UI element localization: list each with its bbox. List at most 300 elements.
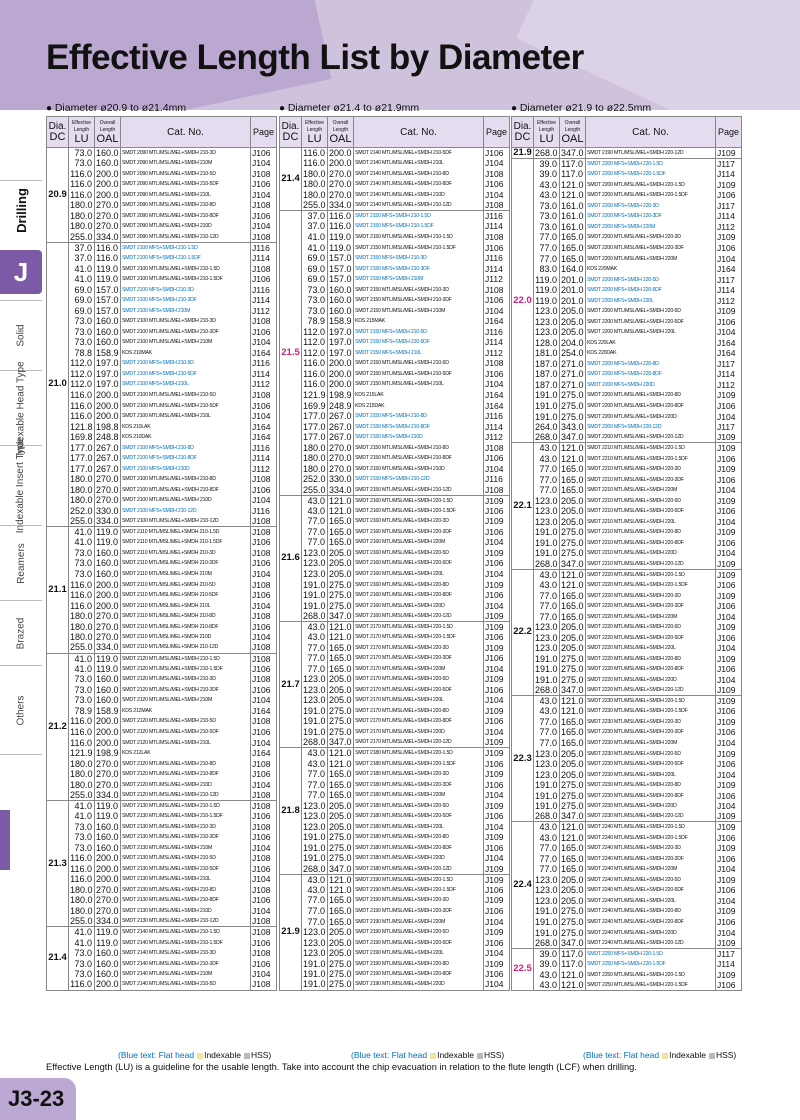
- effective-length-cell: 191.0: [535, 527, 558, 538]
- sidebar-tab-j[interactable]: J: [0, 250, 42, 294]
- page-reference-cell[interactable]: J106: [251, 590, 277, 601]
- page-reference-cell[interactable]: J164: [251, 432, 277, 443]
- page-reference-cell[interactable]: J108: [251, 653, 277, 664]
- page-reference-cell[interactable]: J108: [484, 442, 510, 453]
- page-reference-cell[interactable]: J106: [251, 895, 277, 906]
- page-reference-cell[interactable]: J109: [716, 696, 742, 707]
- page-reference-cell[interactable]: J114: [251, 295, 277, 306]
- page-reference-cell[interactable]: J106: [716, 580, 742, 591]
- page-reference-cell[interactable]: J112: [484, 432, 510, 443]
- page-reference-cell[interactable]: J108: [251, 979, 277, 990]
- page-reference-cell[interactable]: J108: [251, 263, 277, 274]
- page-reference-cell[interactable]: J108: [251, 853, 277, 864]
- page-reference-cell[interactable]: J104: [716, 801, 742, 812]
- page-reference-cell[interactable]: J117: [716, 159, 742, 170]
- page-reference-cell[interactable]: J109: [716, 653, 742, 664]
- page-reference-cell[interactable]: J108: [251, 674, 277, 685]
- page-reference-cell[interactable]: J109: [716, 811, 742, 822]
- page-reference-cell[interactable]: J104: [484, 979, 510, 990]
- page-reference-cell[interactable]: J109: [484, 642, 510, 653]
- page-reference-cell[interactable]: J106: [251, 179, 277, 190]
- page-reference-cell[interactable]: J104: [484, 569, 510, 580]
- page-reference-cell[interactable]: J109: [716, 527, 742, 538]
- table-row: [512, 833, 742, 844]
- page-reference-cell[interactable]: J109: [716, 306, 742, 317]
- page-reference-cell[interactable]: J106: [484, 969, 510, 980]
- page-reference-cell[interactable]: J104: [251, 495, 277, 506]
- page-reference-cell[interactable]: J116: [484, 253, 510, 264]
- page-reference-cell[interactable]: J106: [716, 917, 742, 928]
- page-reference-cell[interactable]: J104: [484, 600, 510, 611]
- page-reference-cell[interactable]: J106: [251, 621, 277, 632]
- page-reference-cell[interactable]: J117: [716, 359, 742, 370]
- catalog-number-cell: SMDT 2090 MTL/MSL/MEL+SMDH 210D: [121, 221, 251, 232]
- page-reference-cell[interactable]: J108: [251, 790, 277, 801]
- page-reference-cell[interactable]: J106: [484, 906, 510, 917]
- page-reference-cell[interactable]: J108: [484, 169, 510, 180]
- sidebar-tab-brazed[interactable]: Brazed: [0, 600, 42, 665]
- page-reference-cell[interactable]: J112: [484, 274, 510, 285]
- page-reference-cell[interactable]: J108: [251, 527, 277, 538]
- effective-length-cell: 77.0: [534, 485, 560, 496]
- page-reference-cell[interactable]: J108: [251, 548, 277, 559]
- table-row: [512, 717, 742, 728]
- page-reference-cell[interactable]: J104: [716, 643, 742, 654]
- indexable-swatch-icon: [430, 1053, 436, 1059]
- table-row: [512, 474, 742, 485]
- page-reference-cell[interactable]: J114: [716, 285, 742, 296]
- effective-length-cell: 123.0: [303, 695, 326, 706]
- page-reference-cell[interactable]: J104: [251, 843, 277, 854]
- page-reference-cell[interactable]: J109: [484, 579, 510, 590]
- page-reference-cell[interactable]: J104: [484, 305, 510, 316]
- page-reference-cell[interactable]: J108: [484, 200, 510, 211]
- catalog-number-cell: SMDT 2180 MTL/MSL/MEL+SMDH 220-1.5D: [354, 748, 484, 759]
- page-reference-cell[interactable]: J104: [251, 906, 277, 917]
- overall-length-cell: 270.0: [96, 779, 119, 790]
- page-reference-cell[interactable]: J108: [251, 169, 277, 180]
- page-reference-cell[interactable]: J106: [716, 316, 742, 327]
- page-reference-cell[interactable]: J114: [716, 959, 742, 970]
- page-reference-cell[interactable]: J116: [251, 242, 277, 253]
- overall-length-cell: 121.0: [561, 179, 584, 190]
- page-reference-cell[interactable]: J106: [716, 854, 742, 865]
- table-row: [47, 642, 277, 653]
- sidebar-tab-others[interactable]: Others: [0, 665, 42, 755]
- page-reference-cell[interactable]: J109: [484, 516, 510, 527]
- effective-length-cell: 39.0: [534, 959, 560, 970]
- overall-length-cell: 205.0: [329, 821, 352, 832]
- table-row: [280, 937, 510, 948]
- page-reference-cell[interactable]: J109: [716, 938, 742, 949]
- page-reference-cell[interactable]: J106: [251, 727, 277, 738]
- effective-length-cell: 255.0: [70, 516, 93, 527]
- table-row: [47, 758, 277, 769]
- overall-length-cell: 205.0: [561, 759, 584, 770]
- table-row: [512, 780, 742, 791]
- page-reference-cell[interactable]: J106: [484, 716, 510, 727]
- page-reference-cell[interactable]: J104: [251, 969, 277, 980]
- page-reference-cell[interactable]: J104: [251, 337, 277, 348]
- page-reference-cell[interactable]: J104: [716, 548, 742, 559]
- page-reference-cell[interactable]: J104: [716, 769, 742, 780]
- page-reference-cell[interactable]: J106: [716, 759, 742, 770]
- page-reference-cell[interactable]: J106: [251, 811, 277, 822]
- page-reference-cell[interactable]: J108: [251, 579, 277, 590]
- page-reference-cell[interactable]: J104: [716, 738, 742, 749]
- catalog-number-cell: SMDT 2150 MTL/MSL/MEL+SMDH 210-1.5D: [354, 232, 484, 243]
- page-reference-cell[interactable]: J106: [251, 664, 277, 675]
- page-reference-cell[interactable]: J104: [484, 822, 510, 833]
- page-reference-cell[interactable]: J106: [484, 843, 510, 854]
- page-reference-cell[interactable]: J109: [716, 843, 742, 854]
- page-reference-cell[interactable]: J112: [251, 305, 277, 316]
- page-reference-cell[interactable]: J109: [484, 800, 510, 811]
- page-reference-cell[interactable]: J114: [251, 453, 277, 464]
- page-reference-cell[interactable]: J106: [484, 937, 510, 948]
- page-reference-cell[interactable]: J108: [484, 284, 510, 295]
- table-row: [512, 253, 742, 264]
- page-reference-cell[interactable]: J104: [716, 253, 742, 264]
- page-reference-cell[interactable]: J109: [716, 390, 742, 401]
- page-reference-cell[interactable]: J109: [484, 958, 510, 969]
- page-reference-cell[interactable]: J109: [484, 874, 510, 885]
- page-reference-cell[interactable]: J109: [484, 748, 510, 759]
- page-reference-cell[interactable]: J116: [251, 506, 277, 517]
- page-reference-cell[interactable]: J116: [251, 442, 277, 453]
- page-reference-cell[interactable]: J106: [716, 727, 742, 738]
- page-reference-cell[interactable]: J106: [716, 538, 742, 549]
- page-reference-cell[interactable]: J104: [251, 695, 277, 706]
- page-reference-cell[interactable]: J106: [484, 885, 510, 896]
- page-reference-cell[interactable]: J164: [716, 264, 742, 275]
- page-reference-cell[interactable]: J116: [484, 411, 510, 422]
- page-reference-cell[interactable]: J109: [484, 674, 510, 685]
- page-reference-cell[interactable]: J164: [716, 338, 742, 349]
- page-reference-cell[interactable]: J106: [484, 653, 510, 664]
- page-reference-cell[interactable]: J109: [484, 495, 510, 506]
- page-reference-cell[interactable]: J104: [251, 190, 277, 201]
- page-reference-cell[interactable]: J106: [251, 832, 277, 843]
- page-reference-cell[interactable]: J108: [251, 474, 277, 485]
- catalog-number-cell: SMDT 2110 MTL/MSL/MEL+SMDH 210-8D: [121, 611, 251, 622]
- page-reference-cell[interactable]: J104: [716, 896, 742, 907]
- page-reference-cell[interactable]: J109: [484, 927, 510, 938]
- page-reference-cell[interactable]: J116: [484, 327, 510, 338]
- page-reference-cell[interactable]: J114: [716, 369, 742, 380]
- page-reference-cell[interactable]: J117: [716, 201, 742, 212]
- page-reference-cell[interactable]: J108: [251, 516, 277, 527]
- page-reference-cell[interactable]: J106: [251, 274, 277, 285]
- catalog-number-cell: SMDT 2220 MTL/MSL/MEL+SMDH 220-1.5D: [586, 569, 716, 580]
- page-reference-cell[interactable]: J109: [716, 232, 742, 243]
- page-reference-cell[interactable]: J109: [716, 148, 742, 159]
- page-reference-cell[interactable]: J112: [716, 295, 742, 306]
- page-reference-cell[interactable]: J106: [484, 295, 510, 306]
- page-reference-cell[interactable]: J104: [716, 611, 742, 622]
- page-reference-cell[interactable]: J104: [251, 874, 277, 885]
- page-reference-cell[interactable]: J108: [251, 316, 277, 327]
- table-row: [512, 748, 742, 759]
- page-reference-cell[interactable]: J104: [251, 737, 277, 748]
- page-reference-cell[interactable]: J108: [251, 200, 277, 211]
- page-reference-cell[interactable]: J104: [484, 537, 510, 548]
- page-reference-cell[interactable]: J106: [716, 190, 742, 201]
- page-reference-cell[interactable]: J104: [484, 853, 510, 864]
- page-reference-cell[interactable]: J117: [716, 274, 742, 285]
- page-reference-cell[interactable]: J106: [251, 958, 277, 969]
- page-reference-cell[interactable]: J104: [484, 790, 510, 801]
- page-reference-cell[interactable]: J106: [251, 211, 277, 222]
- page-reference-cell[interactable]: J109: [484, 621, 510, 632]
- page-reference-cell[interactable]: J114: [484, 263, 510, 274]
- page-reference-cell[interactable]: J106: [484, 779, 510, 790]
- page-reference-cell[interactable]: J106: [484, 685, 510, 696]
- page-reference-cell[interactable]: J106: [716, 980, 742, 991]
- page-reference-cell[interactable]: J164: [484, 316, 510, 327]
- page-reference-cell[interactable]: J164: [251, 748, 277, 759]
- page-reference-cell[interactable]: J106: [251, 148, 277, 159]
- page-reference-cell[interactable]: J114: [251, 253, 277, 264]
- page-reference-cell[interactable]: J106: [484, 242, 510, 253]
- effective-length-cell: 180.0: [303, 453, 326, 464]
- catalog-number-cell: KDS 220DAK: [586, 348, 716, 359]
- page-reference-cell[interactable]: J109: [484, 548, 510, 559]
- page-reference-cell[interactable]: J109: [716, 559, 742, 570]
- page-reference-cell[interactable]: J106: [716, 664, 742, 675]
- page-reference-cell[interactable]: J114: [484, 221, 510, 232]
- page-reference-cell[interactable]: J104: [251, 221, 277, 232]
- page-reference-cell[interactable]: J109: [716, 685, 742, 696]
- page-reference-cell[interactable]: J104: [251, 632, 277, 643]
- page-reference-cell[interactable]: J104: [484, 664, 510, 675]
- table-row: [280, 305, 510, 316]
- page-reference-cell[interactable]: J108: [251, 611, 277, 622]
- page-reference-cell[interactable]: J104: [484, 948, 510, 959]
- page-reference-cell[interactable]: J106: [251, 327, 277, 338]
- table-row: [47, 653, 277, 664]
- page-reference-cell[interactable]: J109: [484, 769, 510, 780]
- page-reference-cell[interactable]: J106: [484, 453, 510, 464]
- sidebar-tab-drilling[interactable]: Drilling: [0, 180, 42, 240]
- table-row: [280, 885, 510, 896]
- page-reference-cell[interactable]: J106: [251, 769, 277, 780]
- page-reference-cell[interactable]: J108: [251, 916, 277, 927]
- page-reference-cell[interactable]: J109: [716, 748, 742, 759]
- table-row: [47, 800, 277, 811]
- page-reference-cell[interactable]: J164: [251, 348, 277, 359]
- page-reference-cell[interactable]: J104: [484, 463, 510, 474]
- page-reference-cell[interactable]: J106: [484, 506, 510, 517]
- page-reference-cell[interactable]: J104: [716, 675, 742, 686]
- page-reference-cell[interactable]: J104: [716, 517, 742, 528]
- table-row: [47, 274, 277, 285]
- page-reference-cell[interactable]: J114: [716, 169, 742, 180]
- page-reference-cell[interactable]: J106: [484, 632, 510, 643]
- overall-length-cell: 275.0: [561, 917, 584, 928]
- page-reference-cell[interactable]: J106: [251, 485, 277, 496]
- effective-length-cell: 191.0: [535, 917, 558, 928]
- page-reference-cell[interactable]: J112: [716, 222, 742, 233]
- page-reference-cell[interactable]: J104: [484, 727, 510, 738]
- page-reference-cell[interactable]: J104: [484, 158, 510, 169]
- page-reference-cell[interactable]: J109: [716, 622, 742, 633]
- page-reference-cell[interactable]: J108: [251, 390, 277, 401]
- page-reference-cell[interactable]: J106: [716, 885, 742, 896]
- page-reference-cell[interactable]: J108: [251, 800, 277, 811]
- page-reference-cell[interactable]: J106: [716, 833, 742, 844]
- page-reference-cell[interactable]: J164: [716, 348, 742, 359]
- page-reference-cell[interactable]: J108: [251, 948, 277, 959]
- sidebar-tab-indexable-insert[interactable]: Indexable Insert Type: [0, 445, 42, 525]
- page-reference-cell[interactable]: J106: [716, 790, 742, 801]
- page-reference-cell[interactable]: J104: [484, 379, 510, 390]
- page-reference-cell[interactable]: J109: [716, 780, 742, 791]
- page-reference-cell[interactable]: J108: [251, 758, 277, 769]
- overall-length-cell: 270.0: [329, 463, 352, 474]
- page-reference-cell[interactable]: J164: [484, 390, 510, 401]
- page-reference-cell[interactable]: J104: [251, 158, 277, 169]
- page-reference-cell[interactable]: J106: [251, 864, 277, 875]
- page-reference-cell[interactable]: J106: [484, 811, 510, 822]
- page-reference-cell[interactable]: J104: [716, 485, 742, 496]
- catalog-number-cell: SMDT 2170 MTL/MSL/MEL+SMDH 220-8D: [354, 706, 484, 717]
- page-reference-cell[interactable]: J106: [716, 474, 742, 485]
- page-reference-cell[interactable]: J108: [251, 885, 277, 896]
- page-reference-cell[interactable]: J114: [251, 369, 277, 380]
- page-reference-cell[interactable]: J164: [251, 706, 277, 717]
- page-reference-cell[interactable]: J109: [484, 611, 510, 622]
- page-reference-cell[interactable]: J164: [484, 400, 510, 411]
- page-reference-cell[interactable]: J108: [484, 232, 510, 243]
- overall-length-cell: 200.0: [96, 600, 119, 611]
- page-reference-cell[interactable]: J104: [716, 927, 742, 938]
- page-reference-cell[interactable]: J112: [251, 379, 277, 390]
- table-row: [47, 790, 277, 801]
- page-reference-cell[interactable]: J108: [251, 927, 277, 938]
- page-reference-cell[interactable]: J109: [716, 180, 742, 191]
- table-row: [47, 516, 277, 527]
- page-reference-cell[interactable]: J104: [484, 695, 510, 706]
- page-reference-cell[interactable]: J106: [716, 401, 742, 412]
- page-reference-cell[interactable]: J106: [484, 527, 510, 538]
- page-reference-cell[interactable]: J108: [251, 822, 277, 833]
- page-reference-cell[interactable]: J106: [716, 706, 742, 717]
- sidebar-tab-solid[interactable]: Solid: [0, 300, 42, 370]
- page-reference-cell[interactable]: J109: [484, 706, 510, 717]
- page-reference-cell[interactable]: J109: [484, 737, 510, 748]
- page-reference-cell[interactable]: J104: [716, 411, 742, 422]
- page-reference-cell[interactable]: J109: [716, 822, 742, 833]
- page-reference-cell[interactable]: J106: [484, 179, 510, 190]
- page-reference-cell[interactable]: J108: [251, 642, 277, 653]
- page-reference-cell[interactable]: J104: [251, 600, 277, 611]
- effective-length-cell: 37.0: [302, 211, 328, 222]
- table-row: [512, 274, 742, 285]
- page-reference-cell[interactable]: J106: [251, 558, 277, 569]
- oal-header-caption: Overall Length: [564, 119, 581, 133]
- effective-length-cell: 116.0: [302, 369, 328, 380]
- page-reference-cell[interactable]: J109: [716, 717, 742, 728]
- page-reference-cell[interactable]: J112: [251, 463, 277, 474]
- page-reference-cell[interactable]: J109: [716, 906, 742, 917]
- page-reference-cell[interactable]: J104: [716, 864, 742, 875]
- page-reference-cell[interactable]: J108: [484, 485, 510, 496]
- page-reference-cell[interactable]: J109: [716, 496, 742, 507]
- page-reference-cell[interactable]: J106: [484, 590, 510, 601]
- page-reference-cell[interactable]: J106: [716, 601, 742, 612]
- overall-length-cell: 200.0: [96, 168, 119, 179]
- effective-length-cell: 180.0: [70, 758, 93, 769]
- page-reference-cell[interactable]: J109: [716, 569, 742, 580]
- page-reference-cell[interactable]: J108: [251, 716, 277, 727]
- page-reference-cell[interactable]: J109: [716, 590, 742, 601]
- page-reference-cell[interactable]: J106: [484, 758, 510, 769]
- page-reference-cell[interactable]: J116: [251, 284, 277, 295]
- page-reference-cell[interactable]: J112: [716, 380, 742, 391]
- page-reference-cell[interactable]: J109: [716, 875, 742, 886]
- page-reference-cell[interactable]: J109: [484, 832, 510, 843]
- page-reference-cell[interactable]: J109: [716, 443, 742, 454]
- page-reference-cell[interactable]: J106: [251, 537, 277, 548]
- page-reference-cell[interactable]: J106: [484, 558, 510, 569]
- page-reference-cell[interactable]: J104: [484, 190, 510, 201]
- sidebar-tab-reamers[interactable]: Reamers: [0, 525, 42, 600]
- page-reference-cell[interactable]: J104: [251, 569, 277, 580]
- page-reference-cell[interactable]: J104: [251, 411, 277, 422]
- page-reference-cell[interactable]: J114: [484, 421, 510, 432]
- page-reference-cell[interactable]: J114: [484, 337, 510, 348]
- sidebar-tab-indexable-head[interactable]: Indexable Head Type: [0, 370, 42, 445]
- catalog-number-cell: SMDT 2150 MTL/MSL/MEL+SMDH 210L: [354, 379, 484, 390]
- effective-length-cell: 169.8: [70, 432, 93, 443]
- page-reference-cell[interactable]: J109: [484, 895, 510, 906]
- page-reference-cell[interactable]: J106: [716, 453, 742, 464]
- catalog-number-cell: SMDT 2100 MFS+SMDH 210-3DF: [121, 295, 251, 306]
- page-reference-cell[interactable]: J114: [716, 211, 742, 222]
- page-reference-cell[interactable]: J106: [251, 937, 277, 948]
- overall-length-cell: 121.0: [561, 969, 584, 980]
- page-reference-cell[interactable]: J106: [251, 400, 277, 411]
- page-reference-cell[interactable]: J117: [716, 422, 742, 433]
- page-reference-cell[interactable]: J106: [716, 243, 742, 254]
- page-reference-cell[interactable]: J109: [716, 969, 742, 980]
- page-reference-cell[interactable]: J116: [251, 358, 277, 369]
- page-reference-cell[interactable]: J117: [716, 948, 742, 959]
- page-reference-cell[interactable]: J104: [716, 327, 742, 338]
- page-reference-cell[interactable]: J164: [251, 421, 277, 432]
- page-reference-cell[interactable]: J109: [716, 432, 742, 443]
- page-reference-cell[interactable]: J108: [484, 358, 510, 369]
- catalog-number-cell: SMDT 2120 MTL/MSL/MEL+SMDH 210-3DF: [121, 685, 251, 696]
- page-reference-cell[interactable]: J108: [251, 232, 277, 243]
- catalog-number-cell: SMDT 2170 MTL/MSL/MEL+SMDH 220-1.5DF: [354, 632, 484, 643]
- page-reference-cell[interactable]: J106: [484, 369, 510, 380]
- page-reference-cell[interactable]: J104: [484, 916, 510, 927]
- table-row: [280, 727, 510, 738]
- table-row: [47, 390, 277, 401]
- page-reference-cell[interactable]: J104: [251, 779, 277, 790]
- page-reference-cell[interactable]: J116: [484, 474, 510, 485]
- page-reference-cell[interactable]: J109: [484, 864, 510, 875]
- page-reference-cell[interactable]: J106: [716, 632, 742, 643]
- page-reference-cell[interactable]: J116: [484, 211, 510, 222]
- page-reference-cell[interactable]: J106: [251, 685, 277, 696]
- page-reference-cell[interactable]: J109: [716, 464, 742, 475]
- page-reference-cell[interactable]: J112: [484, 348, 510, 359]
- page-reference-cell[interactable]: J106: [484, 148, 510, 159]
- page-reference-cell[interactable]: J106: [716, 506, 742, 517]
